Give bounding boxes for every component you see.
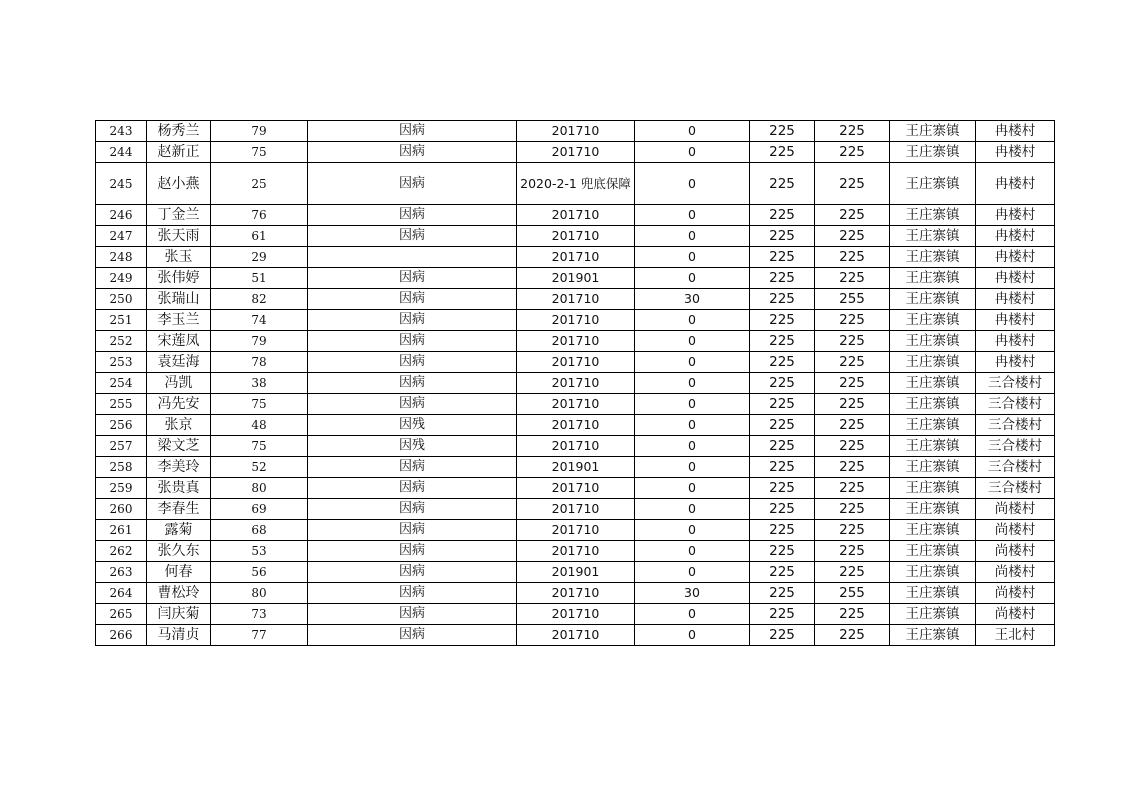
table-row (96, 121, 1055, 142)
start-date-cell: 201710 (517, 394, 635, 415)
table-row (96, 625, 1055, 646)
start-date-cell: 201710 (517, 247, 635, 268)
total-amount-cell: 225 (815, 226, 890, 247)
extra-amount-cell: 0 (635, 331, 750, 352)
base-amount-cell: 225 (750, 436, 815, 457)
extra-amount-cell: 0 (635, 121, 750, 142)
start-date-cell: 201710 (517, 352, 635, 373)
row-number-cell: 256 (96, 415, 147, 436)
start-date-cell: 201710 (517, 520, 635, 541)
town-cell: 王庄寨镇 (890, 142, 976, 163)
village-cell: 冉楼村 (976, 268, 1055, 289)
poverty-reason-cell: 因残 (308, 415, 517, 436)
village-cell: 尚楼村 (976, 541, 1055, 562)
base-amount-cell: 225 (750, 457, 815, 478)
table-row (96, 478, 1055, 499)
start-date-cell: 201710 (517, 226, 635, 247)
age-cell: 68 (211, 520, 308, 541)
extra-amount-cell: 0 (635, 499, 750, 520)
row-number-cell: 247 (96, 226, 147, 247)
town-cell: 王庄寨镇 (890, 436, 976, 457)
town-cell: 王庄寨镇 (890, 373, 976, 394)
row-number-cell: 266 (96, 625, 147, 646)
start-date-cell: 201710 (517, 310, 635, 331)
town-cell: 王庄寨镇 (890, 457, 976, 478)
row-number-cell: 243 (96, 121, 147, 142)
start-date-cell: 201710 (517, 415, 635, 436)
table-body (96, 121, 1055, 646)
poverty-reason-cell: 因病 (308, 163, 517, 205)
village-cell: 三合楼村 (976, 373, 1055, 394)
town-cell: 王庄寨镇 (890, 289, 976, 310)
start-date-cell: 201710 (517, 583, 635, 604)
extra-amount-cell: 0 (635, 247, 750, 268)
town-cell: 王庄寨镇 (890, 310, 976, 331)
table-row (96, 373, 1055, 394)
poverty-reason-cell: 因病 (308, 331, 517, 352)
age-cell: 51 (211, 268, 308, 289)
total-amount-cell: 225 (815, 268, 890, 289)
table-row (96, 541, 1055, 562)
village-cell: 尚楼村 (976, 604, 1055, 625)
total-amount-cell: 225 (815, 478, 890, 499)
town-cell: 王庄寨镇 (890, 352, 976, 373)
poverty-reason-cell: 因病 (308, 268, 517, 289)
base-amount-cell: 225 (750, 205, 815, 226)
base-amount-cell: 225 (750, 226, 815, 247)
age-cell: 77 (211, 625, 308, 646)
total-amount-cell: 225 (815, 541, 890, 562)
age-cell: 53 (211, 541, 308, 562)
town-cell: 王庄寨镇 (890, 499, 976, 520)
table-row (96, 268, 1055, 289)
poverty-reason-cell: 因病 (308, 310, 517, 331)
village-cell: 冉楼村 (976, 331, 1055, 352)
table-row (96, 457, 1055, 478)
table-row (96, 415, 1055, 436)
extra-amount-cell: 0 (635, 520, 750, 541)
person-name-cell: 张久东 (147, 541, 211, 562)
base-amount-cell: 225 (750, 331, 815, 352)
person-name-cell: 袁廷海 (147, 352, 211, 373)
person-name-cell: 张伟婷 (147, 268, 211, 289)
total-amount-cell: 225 (815, 373, 890, 394)
poverty-reason-cell: 因病 (308, 625, 517, 646)
start-date-cell: 201710 (517, 478, 635, 499)
total-amount-cell: 255 (815, 583, 890, 604)
start-date-cell: 201710 (517, 331, 635, 352)
start-date-cell: 201710 (517, 205, 635, 226)
row-number-cell: 248 (96, 247, 147, 268)
extra-amount-cell: 0 (635, 394, 750, 415)
age-cell: 52 (211, 457, 308, 478)
person-name-cell: 闫庆菊 (147, 604, 211, 625)
poverty-reason-cell: 因病 (308, 352, 517, 373)
poverty-reason-cell: 因病 (308, 604, 517, 625)
village-cell: 三合楼村 (976, 394, 1055, 415)
total-amount-cell: 255 (815, 289, 890, 310)
table-row (96, 604, 1055, 625)
town-cell: 王庄寨镇 (890, 541, 976, 562)
base-amount-cell: 225 (750, 268, 815, 289)
town-cell: 王庄寨镇 (890, 562, 976, 583)
start-date-cell: 201901 (517, 457, 635, 478)
person-name-cell: 赵新正 (147, 142, 211, 163)
age-cell: 56 (211, 562, 308, 583)
table-row (96, 352, 1055, 373)
extra-amount-cell: 0 (635, 226, 750, 247)
total-amount-cell: 225 (815, 121, 890, 142)
total-amount-cell: 225 (815, 457, 890, 478)
base-amount-cell: 225 (750, 373, 815, 394)
table-row (96, 205, 1055, 226)
total-amount-cell: 225 (815, 352, 890, 373)
extra-amount-cell: 0 (635, 478, 750, 499)
poverty-reason-cell: 因病 (308, 499, 517, 520)
row-number-cell: 250 (96, 289, 147, 310)
person-name-cell: 丁金兰 (147, 205, 211, 226)
town-cell: 王庄寨镇 (890, 625, 976, 646)
town-cell: 王庄寨镇 (890, 268, 976, 289)
start-date-cell: 201710 (517, 541, 635, 562)
base-amount-cell: 225 (750, 541, 815, 562)
age-cell: 78 (211, 352, 308, 373)
person-name-cell: 曹松玲 (147, 583, 211, 604)
start-date-cell: 201710 (517, 121, 635, 142)
total-amount-cell: 225 (815, 436, 890, 457)
table-row (96, 562, 1055, 583)
row-number-cell: 249 (96, 268, 147, 289)
village-cell: 冉楼村 (976, 226, 1055, 247)
poverty-reason-cell: 因病 (308, 121, 517, 142)
village-cell: 冉楼村 (976, 310, 1055, 331)
town-cell: 王庄寨镇 (890, 478, 976, 499)
row-number-cell: 251 (96, 310, 147, 331)
extra-amount-cell: 0 (635, 415, 750, 436)
town-cell: 王庄寨镇 (890, 331, 976, 352)
age-cell: 74 (211, 310, 308, 331)
base-amount-cell: 225 (750, 352, 815, 373)
table-row (96, 331, 1055, 352)
row-number-cell: 257 (96, 436, 147, 457)
total-amount-cell: 225 (815, 499, 890, 520)
table-row (96, 499, 1055, 520)
person-name-cell: 杨秀兰 (147, 121, 211, 142)
poverty-reason-cell: 因病 (308, 205, 517, 226)
total-amount-cell: 225 (815, 520, 890, 541)
village-cell: 冉楼村 (976, 352, 1055, 373)
row-number-cell: 255 (96, 394, 147, 415)
base-amount-cell: 225 (750, 415, 815, 436)
row-number-cell: 245 (96, 163, 147, 205)
start-date-cell: 201710 (517, 373, 635, 394)
person-name-cell: 张京 (147, 415, 211, 436)
total-amount-cell: 225 (815, 205, 890, 226)
start-date-cell: 201710 (517, 289, 635, 310)
village-cell: 尚楼村 (976, 520, 1055, 541)
extra-amount-cell: 30 (635, 583, 750, 604)
poverty-reason-cell: 因病 (308, 457, 517, 478)
town-cell: 王庄寨镇 (890, 121, 976, 142)
base-amount-cell: 225 (750, 163, 815, 205)
age-cell: 79 (211, 331, 308, 352)
poverty-reason-cell: 因残 (308, 436, 517, 457)
village-cell: 尚楼村 (976, 499, 1055, 520)
row-number-cell: 246 (96, 205, 147, 226)
start-date-cell: 201710 (517, 604, 635, 625)
base-amount-cell: 225 (750, 142, 815, 163)
person-name-cell: 李美玲 (147, 457, 211, 478)
extra-amount-cell: 0 (635, 457, 750, 478)
village-cell: 王北村 (976, 625, 1055, 646)
total-amount-cell: 225 (815, 163, 890, 205)
total-amount-cell: 225 (815, 625, 890, 646)
town-cell: 王庄寨镇 (890, 205, 976, 226)
base-amount-cell: 225 (750, 520, 815, 541)
table-row (96, 394, 1055, 415)
base-amount-cell: 225 (750, 562, 815, 583)
poverty-reason-cell: 因病 (308, 541, 517, 562)
age-cell: 38 (211, 373, 308, 394)
person-name-cell: 张贵真 (147, 478, 211, 499)
row-number-cell: 261 (96, 520, 147, 541)
total-amount-cell: 225 (815, 415, 890, 436)
extra-amount-cell: 0 (635, 352, 750, 373)
village-cell: 三合楼村 (976, 457, 1055, 478)
base-amount-cell: 225 (750, 289, 815, 310)
relief-roster-table (95, 120, 1055, 646)
poverty-reason-cell: 因病 (308, 373, 517, 394)
village-cell: 尚楼村 (976, 583, 1055, 604)
village-cell: 冉楼村 (976, 142, 1055, 163)
table-row (96, 436, 1055, 457)
age-cell: 69 (211, 499, 308, 520)
base-amount-cell: 225 (750, 625, 815, 646)
extra-amount-cell: 0 (635, 373, 750, 394)
extra-amount-cell: 0 (635, 436, 750, 457)
town-cell: 王庄寨镇 (890, 226, 976, 247)
total-amount-cell: 225 (815, 394, 890, 415)
age-cell: 76 (211, 205, 308, 226)
poverty-reason-cell: 因病 (308, 142, 517, 163)
poverty-reason-cell: 因病 (308, 478, 517, 499)
person-name-cell: 梁文芝 (147, 436, 211, 457)
poverty-reason-cell: 因病 (308, 394, 517, 415)
person-name-cell: 冯先安 (147, 394, 211, 415)
age-cell: 29 (211, 247, 308, 268)
table-row (96, 142, 1055, 163)
person-name-cell: 赵小燕 (147, 163, 211, 205)
person-name-cell: 张玉 (147, 247, 211, 268)
total-amount-cell: 225 (815, 604, 890, 625)
base-amount-cell: 225 (750, 394, 815, 415)
village-cell: 三合楼村 (976, 415, 1055, 436)
extra-amount-cell: 0 (635, 310, 750, 331)
start-date-cell: 2020-2-1 兜底保障 (517, 163, 635, 205)
start-date-cell: 201901 (517, 562, 635, 583)
table-row (96, 520, 1055, 541)
row-number-cell: 253 (96, 352, 147, 373)
person-name-cell: 宋莲凤 (147, 331, 211, 352)
age-cell: 75 (211, 436, 308, 457)
total-amount-cell: 225 (815, 310, 890, 331)
person-name-cell: 李春生 (147, 499, 211, 520)
village-cell: 冉楼村 (976, 163, 1055, 205)
age-cell: 73 (211, 604, 308, 625)
extra-amount-cell: 0 (635, 142, 750, 163)
age-cell: 80 (211, 478, 308, 499)
town-cell: 王庄寨镇 (890, 583, 976, 604)
poverty-reason-cell: 因病 (308, 583, 517, 604)
extra-amount-cell: 0 (635, 604, 750, 625)
table-row (96, 583, 1055, 604)
start-date-cell: 201710 (517, 142, 635, 163)
poverty-reason-cell: 因病 (308, 520, 517, 541)
row-number-cell: 262 (96, 541, 147, 562)
person-name-cell: 冯凯 (147, 373, 211, 394)
age-cell: 48 (211, 415, 308, 436)
person-name-cell: 张天雨 (147, 226, 211, 247)
village-cell: 三合楼村 (976, 478, 1055, 499)
start-date-cell: 201901 (517, 268, 635, 289)
row-number-cell: 265 (96, 604, 147, 625)
base-amount-cell: 225 (750, 310, 815, 331)
extra-amount-cell: 0 (635, 268, 750, 289)
age-cell: 75 (211, 142, 308, 163)
person-name-cell: 露菊 (147, 520, 211, 541)
base-amount-cell: 225 (750, 604, 815, 625)
extra-amount-cell: 0 (635, 163, 750, 205)
table-row (96, 226, 1055, 247)
village-cell: 冉楼村 (976, 247, 1055, 268)
town-cell: 王庄寨镇 (890, 415, 976, 436)
total-amount-cell: 225 (815, 247, 890, 268)
age-cell: 25 (211, 163, 308, 205)
poverty-reason-cell (308, 247, 517, 268)
age-cell: 82 (211, 289, 308, 310)
total-amount-cell: 225 (815, 331, 890, 352)
village-cell: 冉楼村 (976, 121, 1055, 142)
poverty-reason-cell: 因病 (308, 562, 517, 583)
village-cell: 冉楼村 (976, 289, 1055, 310)
extra-amount-cell: 0 (635, 541, 750, 562)
start-date-cell: 201710 (517, 499, 635, 520)
row-number-cell: 258 (96, 457, 147, 478)
age-cell: 79 (211, 121, 308, 142)
start-date-cell: 201710 (517, 625, 635, 646)
base-amount-cell: 225 (750, 121, 815, 142)
age-cell: 75 (211, 394, 308, 415)
poverty-reason-cell: 因病 (308, 289, 517, 310)
row-number-cell: 263 (96, 562, 147, 583)
base-amount-cell: 225 (750, 499, 815, 520)
age-cell: 61 (211, 226, 308, 247)
village-cell: 三合楼村 (976, 436, 1055, 457)
row-number-cell: 252 (96, 331, 147, 352)
extra-amount-cell: 0 (635, 562, 750, 583)
row-number-cell: 259 (96, 478, 147, 499)
village-cell: 冉楼村 (976, 205, 1055, 226)
table-row (96, 163, 1055, 205)
total-amount-cell: 225 (815, 142, 890, 163)
row-number-cell: 244 (96, 142, 147, 163)
extra-amount-cell: 0 (635, 625, 750, 646)
town-cell: 王庄寨镇 (890, 520, 976, 541)
extra-amount-cell: 0 (635, 205, 750, 226)
table-row (96, 289, 1055, 310)
person-name-cell: 李玉兰 (147, 310, 211, 331)
base-amount-cell: 225 (750, 478, 815, 499)
table-row (96, 310, 1055, 331)
base-amount-cell: 225 (750, 583, 815, 604)
person-name-cell: 何春 (147, 562, 211, 583)
town-cell: 王庄寨镇 (890, 604, 976, 625)
row-number-cell: 260 (96, 499, 147, 520)
town-cell: 王庄寨镇 (890, 394, 976, 415)
town-cell: 王庄寨镇 (890, 247, 976, 268)
person-name-cell: 张瑞山 (147, 289, 211, 310)
total-amount-cell: 225 (815, 562, 890, 583)
age-cell: 80 (211, 583, 308, 604)
poverty-reason-cell: 因病 (308, 226, 517, 247)
extra-amount-cell: 30 (635, 289, 750, 310)
person-name-cell: 马清贞 (147, 625, 211, 646)
row-number-cell: 254 (96, 373, 147, 394)
town-cell: 王庄寨镇 (890, 163, 976, 205)
base-amount-cell: 225 (750, 247, 815, 268)
table-row (96, 247, 1055, 268)
row-number-cell: 264 (96, 583, 147, 604)
start-date-cell: 201710 (517, 436, 635, 457)
village-cell: 尚楼村 (976, 562, 1055, 583)
